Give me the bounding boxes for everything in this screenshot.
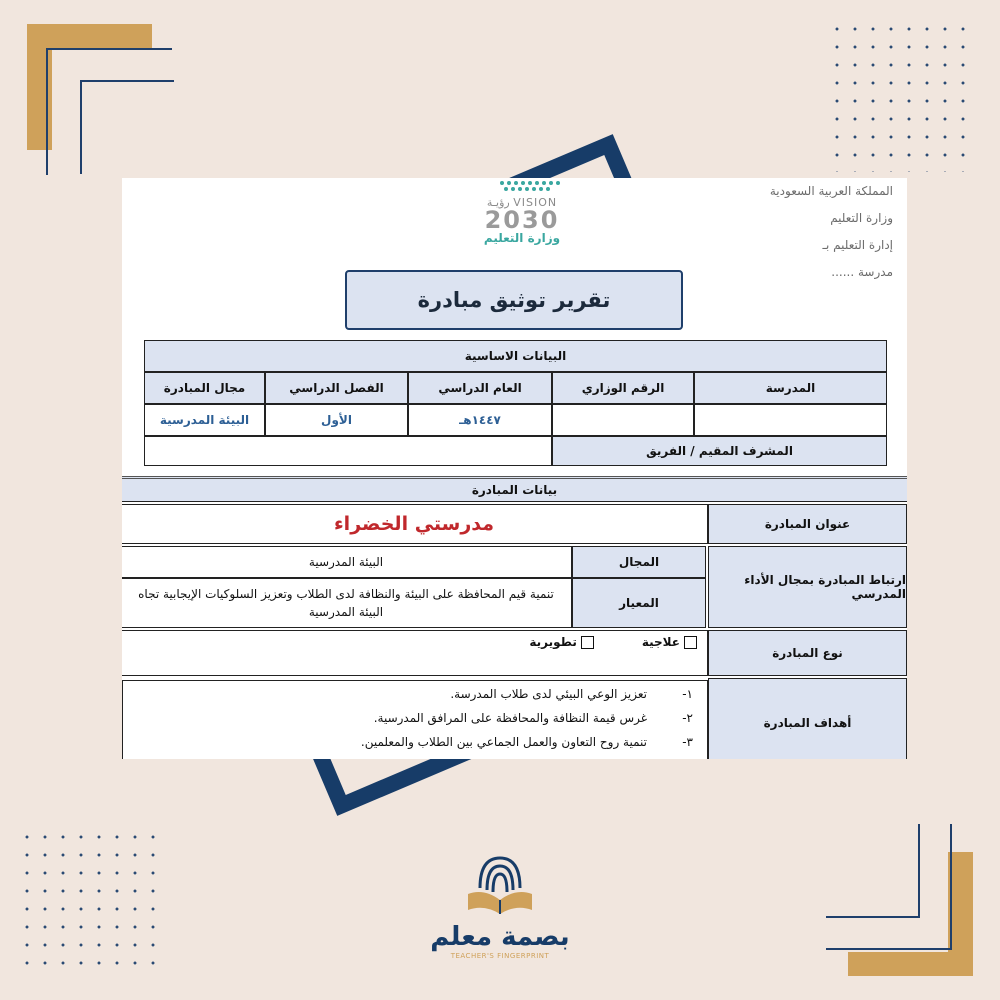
vision-ministry: وزارة التعليم	[483, 231, 561, 245]
initiative-heading: بيانات المبادرة	[122, 476, 907, 502]
domain-label: المجال	[572, 546, 706, 578]
report-document	[122, 178, 907, 759]
type-option-remedial-label: علاجية	[641, 635, 680, 649]
type-option-developmental[interactable]	[529, 635, 593, 649]
value-semester: الأول	[265, 404, 408, 436]
initiative-link-label: ارتباط المبادرة بمجال الأداء المدرسي	[708, 546, 907, 628]
vision-year: 2030	[484, 206, 560, 234]
goals-list	[122, 680, 708, 759]
initiative-type-options	[122, 630, 708, 676]
value-school	[694, 404, 887, 436]
goal-item: غرس قيمة النظافة والمحافظة على المرافق المدرسية.	[373, 711, 647, 725]
dot-pattern-top-right	[828, 20, 978, 172]
goal-number: ٢-	[682, 711, 693, 725]
goal-item: تنمية روح التعاون والعمل الجماعي بين الطلاب والمعلمين.	[360, 735, 647, 749]
supervisor-label: المشرف المقيم / الفريق	[552, 436, 887, 466]
ministry-line-3: إدارة التعليم بـ	[822, 238, 893, 252]
supervisor-value	[144, 436, 552, 466]
type-option-remedial[interactable]	[642, 635, 697, 649]
col-school: المدرسة	[694, 372, 887, 404]
col-semester: الفصل الدراسي	[265, 372, 408, 404]
col-academic-year: العام الدراسي	[408, 372, 552, 404]
col-ministry-number: الرقم الوزاري	[552, 372, 694, 404]
goal-number: ١-	[682, 687, 693, 701]
goal-item: تعزيز الوعي البيئي لدى طلاب المدرسة.	[450, 687, 647, 701]
vision-dots-icon	[442, 179, 602, 193]
goal-number: ٣-	[682, 735, 693, 749]
value-ministry-number	[552, 404, 694, 436]
initiative-type-label: نوع المبادرة	[708, 630, 907, 676]
report-title: تقرير توثيق مبادرة	[345, 270, 683, 330]
domain-value: البيئة المدرسية	[122, 546, 572, 578]
ministry-line-1: المملكة العربية السعودية	[769, 184, 893, 198]
ministry-header	[770, 178, 893, 286]
ministry-line-2: وزارة التعليم	[830, 211, 893, 225]
value-academic-year: ١٤٤٧هـ	[408, 404, 552, 436]
fingerprint-book-icon	[460, 848, 540, 918]
value-initiative-domain: البيئة المدرسية	[144, 404, 265, 436]
corner-decoration-top-left-navy-inner	[80, 80, 174, 174]
vision-text: رؤيـة VISION	[486, 196, 558, 209]
type-option-developmental-label: تطويرية	[529, 635, 577, 649]
ministry-line-4: مدرسة ......	[831, 265, 893, 279]
brand-name: بصمة معلم	[430, 922, 570, 952]
col-initiative-domain: مجال المبادرة	[144, 372, 265, 404]
dot-pattern-bottom-left	[18, 828, 168, 978]
brand-logo	[430, 848, 570, 976]
goals-label: أهداف المبادرة	[708, 678, 907, 759]
checkbox-icon[interactable]	[684, 636, 697, 649]
initiative-title-label: عنوان المبادرة	[708, 504, 907, 544]
standard-label: المعيار	[572, 578, 706, 628]
corner-decoration-bottom-right-navy-inner	[826, 824, 920, 918]
brand-tagline: TEACHER'S FINGERPRINT	[450, 952, 550, 960]
vision-2030-logo	[442, 178, 602, 253]
initiative-title-value: مدرستي الخضراء	[122, 504, 708, 544]
basic-data-heading: البيانات الاساسية	[144, 340, 887, 372]
standard-value: تنمية قيم المحافظة على البيئة والنظافة لدى الطلاب وتعزيز السلوكيات الإيجابية تجاه البيئة المدرسية	[122, 578, 572, 628]
checkbox-icon[interactable]	[581, 636, 594, 649]
